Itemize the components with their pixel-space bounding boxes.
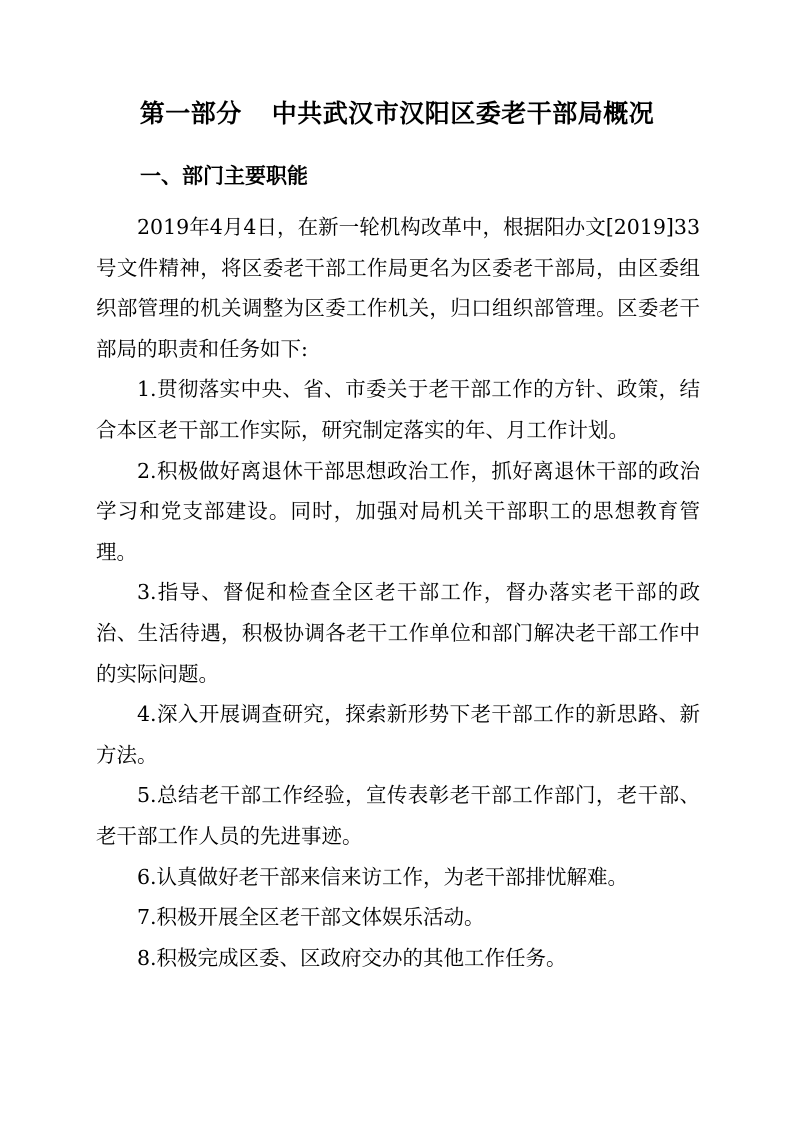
duty-item-8: 8.积极完成区委、区政府交办的其他工作任务。 xyxy=(137,945,567,970)
duty-item-6: 6.认真做好老干部来信来访工作，为老干部排忧解难。 xyxy=(137,864,629,889)
duty-item-3: 3.指导、督促和检查全区老干部工作，督办落实老干部的政治、生活待遇，积极协调各老干工作单位和部门解决老干部工作中的实际问题。 xyxy=(96,580,700,686)
intro-paragraph: 2019年4月4日，在新一轮机构改革中，根据阳办文[2019]33号文件精神，将区委老干部工作局更名为区委老干部局，由区委组织部管理的机关调整为区委工作机关，归口组织部管理。区委老干部局的职责和任务如下: xyxy=(96,215,700,361)
duty-item-2: 2.积极做好离退休干部思想政治工作，抓好离退休干部的政治学习和党支部建设。同时，加强对局机关干部职工的思想教育管理。 xyxy=(96,458,700,564)
duty-item-4: 4.深入开展调查研究，探索新形势下老干部工作的新思路、新方法。 xyxy=(96,702,700,767)
duty-item-5: 5.总结老干部工作经验，宣传表彰老干部工作部门，老干部、老干部工作人员的先进事迹。 xyxy=(96,783,700,848)
document-body xyxy=(96,207,700,978)
duty-item-1: 1.贯彻落实中央、省、市委关于老干部工作的方针、政策，结合本区老干部工作实际，研究制定落实的年、月工作计划。 xyxy=(96,377,700,442)
section-heading: 一、部门主要职能 xyxy=(140,164,308,188)
page-title xyxy=(0,94,794,130)
duty-item-7: 7.积极开展全区老干部文体娱乐活动。 xyxy=(137,905,485,930)
title-organization-name: 中共武汉市汉阳区委老干部局概况 xyxy=(271,99,655,128)
title-part-label: 第一部分 xyxy=(139,99,242,128)
